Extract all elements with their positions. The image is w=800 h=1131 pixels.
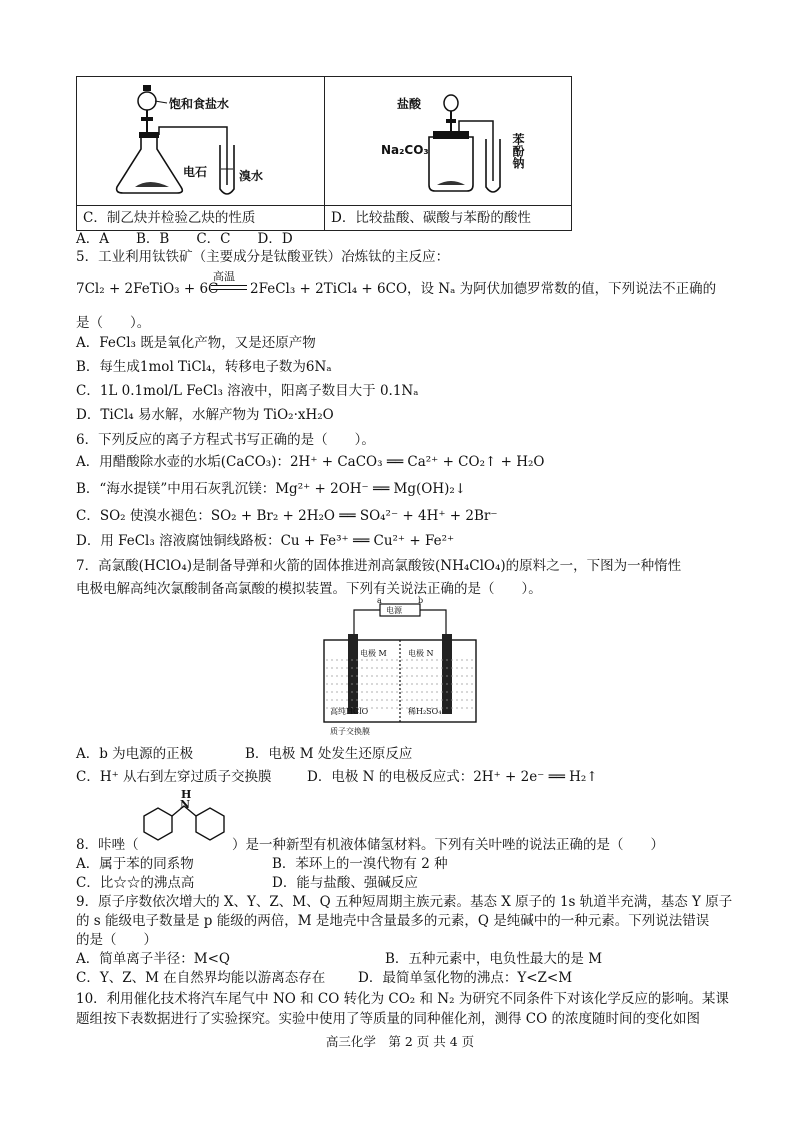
power-supply-label: 电源 <box>386 606 402 615</box>
figure-d-cell <box>325 77 572 206</box>
nh-n-label: N <box>180 798 191 811</box>
q5-equation-left: 7Cl₂ + 2FeTiO₃ + 6C <box>76 281 219 297</box>
q9-option-a: A．简单离子半径：M<Q <box>76 951 230 967</box>
q7-stem-2: 电极电解高纯次氯酸制备高氯酸的模拟装置。下列有关说法正确的是（ ）。 <box>76 581 542 597</box>
q9-option-b: B．五种元素中，电负性最大的是 M <box>385 951 603 967</box>
q10-stem-1: 10．利用催化技术将汽车尾气中 NO 和 CO 转化为 CO₂ 和 N₂ 为研究不同条件下对该化学反应的影响。某课 <box>76 991 729 1007</box>
q7-option-d: D．电极 N 的电极反应式：2H⁺ + 2e⁻ ══ H₂↑ <box>307 769 598 785</box>
na2co3-label: Na₂CO₃ <box>381 143 429 157</box>
q8-option-b: B．苯环上的一溴代物有 2 种 <box>272 856 448 872</box>
q7-option-c: C．H⁺ 从右到左穿过质子交换膜 <box>76 769 272 785</box>
q9-stem-1: 9．原子序数依次增大的 X、Y、Z、M、Q 五种短周期主族元素。基态 X 原子的 1s 轨道半充满，基态 Y 原子 <box>76 894 733 910</box>
figure-d-caption: D．比较盐酸、碳酸与苯酚的酸性 <box>325 206 572 231</box>
q5-option-c: C．1L 0.1mol/L FeCl₃ 溶液中，阳离子数目大于 0.1Nₐ <box>76 383 419 399</box>
electrolysis-figure <box>320 596 480 740</box>
q8-option-c: C．比☆☆的沸点高 <box>76 875 195 891</box>
q5-option-a: A．FeCl₃ 既是氧化产物，又是还原产物 <box>76 335 316 351</box>
carbide-label: 电石 <box>183 165 208 179</box>
phenolate-label: 苯酚钠 <box>511 133 525 169</box>
q5-stem: 5．工业利用钛铁矿（主要成分是钛酸亚铁）冶炼钛的主反应： <box>76 249 450 265</box>
q8-stem-pre: 8．咔唑（ <box>76 837 139 853</box>
electrode-n-label: 电极 N <box>408 649 434 658</box>
q9-stem-2: 的 s 能级电子数量是 p 能级的两倍，M 是地壳中含量最多的元素，Q 是纯碱中的一种元素。下列说法错误 <box>76 913 710 929</box>
q4-options: A．A B．B C．C D．D <box>76 231 293 247</box>
q9-stem-3: 的是（ ） <box>76 932 157 948</box>
figure-d-apparatus <box>325 77 571 201</box>
q7-stem-1: 7．高氯酸(HClO₄)是制备导弹和火箭的固体推进剂高氯酸铵(NH₄ClO₄)的原料之一，下图为一种惰性 <box>76 558 682 574</box>
q10-stem-2: 题组按下表数据进行了实验探究。实验中使用了等质量的同种催化剂，测得 CO 的浓度随时间的变化如图 <box>76 1011 700 1027</box>
terminal-b-label: b <box>418 596 424 605</box>
left-solution-label: 高纯HClO <box>330 707 369 716</box>
saline-label: 饱和食盐水 <box>169 97 230 111</box>
q6-option-b: B．“海水提镁”中用石灰乳沉镁：Mg²⁺ + 2OH⁻ ══ Mg(OH)₂↓ <box>76 481 467 497</box>
carbazole-structure <box>136 790 232 850</box>
nh-h-label: H <box>181 788 192 801</box>
page-footer: 高三化学 第 2 页 共 4 页 <box>325 1034 475 1049</box>
q8-option-a: A．属于苯的同系物 <box>76 856 194 872</box>
q7-option-a: A．b 为电源的正极 <box>76 746 194 762</box>
q5-equation-right: 2FeCl₃ + 2TiCl₄ + 6CO，设 Nₐ 为阿伏加德罗常数的值，下列说法不正确的 <box>250 281 717 297</box>
apparatus-table <box>76 76 572 231</box>
electrode-m-label: 电极 M <box>360 649 387 658</box>
q8-stem-post: ）是一种新型有机液体储氢材料。下列有关叶唑的说法正确的是（ ） <box>232 837 664 853</box>
figure-c-cell <box>77 77 325 206</box>
figure-c-caption: C．制乙炔并检验乙炔的性质 <box>77 206 325 231</box>
right-solution-label: 稀H₂SO₄ <box>408 707 442 716</box>
q9-option-d: D．最简单氢化物的沸点：Y<Z<M <box>358 970 573 986</box>
bromine-water-label: 溴水 <box>239 169 264 183</box>
q6-option-a: A．用醋酸除水壶的水垢(CaCO₃)：2H⁺ + CaCO₃ ══ Ca²⁺ + CO₂↑ + H₂O <box>76 454 545 470</box>
q5-condition: 高温 <box>213 270 235 283</box>
q7-option-b: B．电极 M 处发生还原反应 <box>245 746 413 762</box>
q8-option-d: D．能与盐酸、强碱反应 <box>272 875 418 891</box>
q5-option-b: B．每生成1mol TiCl₄，转移电子数为6Nₐ <box>76 359 332 375</box>
q6-option-c: C．SO₂ 使溴水褪色：SO₂ + Br₂ + 2H₂O ══ SO₄²⁻ + 4H⁺ + 2Br⁻ <box>76 508 498 524</box>
q5-option-d: D．TiCl₄ 易水解，水解产物为 TiO₂·xH₂O <box>76 407 334 423</box>
q6-option-d: D．用 FeCl₃ 溶液腐蚀铜线路板：Cu + Fe³⁺ ══ Cu²⁺ + Fe²⁺ <box>76 533 455 549</box>
membrane-label: 质子交换膜 <box>330 727 370 736</box>
hcl-label: 盐酸 <box>397 97 422 111</box>
q5-stem-end: 是（ ）。 <box>76 315 151 331</box>
terminal-a-label: a <box>377 596 382 605</box>
q6-stem: 6．下列反应的离子方程式书写正确的是（ ）。 <box>76 432 375 448</box>
q9-option-c: C．Y、Z、M 在自然界均能以游离态存在 <box>76 970 326 986</box>
